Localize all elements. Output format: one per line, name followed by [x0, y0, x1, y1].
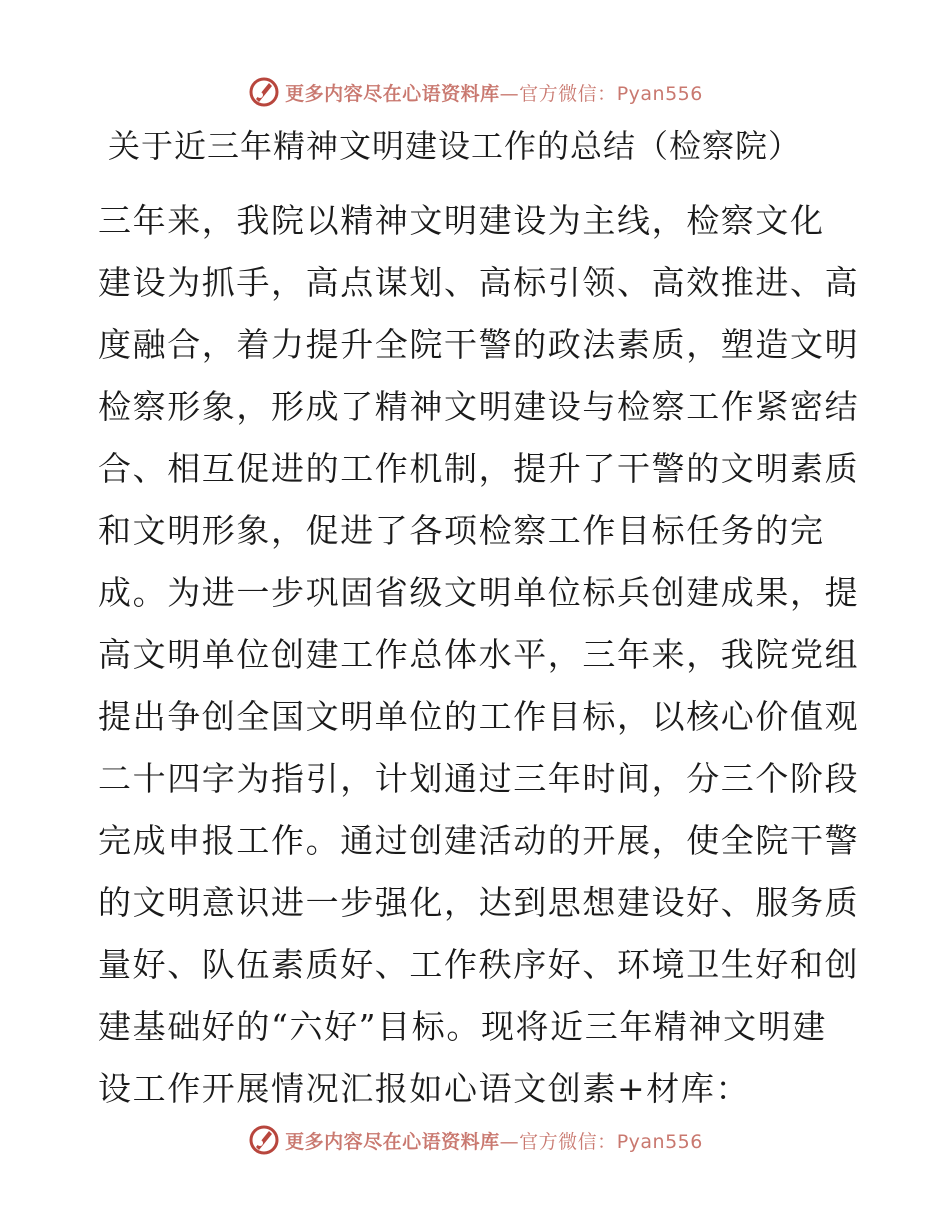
body-line: 的文明意识进一步强化，达到思想建设好、服务质 — [98, 883, 860, 922]
body-line: 检察形象，形成了精神文明建设与检察工作紧密结 — [98, 387, 860, 426]
body-line: 二十四字为指引，计划通过三年时间，分三个阶段 — [98, 759, 860, 798]
body-line: 完成申报工作。通过创建活动的开展，使全院干警 — [98, 821, 860, 860]
header-watermark-banner — [0, 72, 950, 112]
banner-wechat-label: 官方微信： — [519, 82, 617, 105]
banner-separator: — — [499, 82, 520, 105]
brush-logo-icon — [247, 75, 281, 109]
footer-banner-text — [285, 1127, 703, 1154]
body-line: 成。为进一步巩固省级文明单位标兵创建成果，提 — [98, 573, 860, 612]
body-line: 合、相互促进的工作机制，提升了干警的文明素质 — [98, 449, 860, 488]
header-banner-text — [285, 79, 703, 106]
banner-wechat-label: 官方微信： — [519, 1130, 617, 1153]
body-line: 和文明形象，促进了各项检察工作目标任务的完 — [98, 511, 825, 550]
document-title: 关于近三年精神文明建设工作的总结（检察院） — [108, 127, 802, 165]
banner-separator: — — [499, 1130, 520, 1153]
banner-wechat-id: Pyan556 — [616, 1130, 703, 1153]
document-body — [98, 190, 858, 1120]
body-line: 量好、队伍素质好、工作秩序好、环境卫生好和创 — [98, 945, 860, 984]
banner-main-text: 更多内容尽在心语资料库 — [285, 82, 500, 105]
body-line: 度融合，着力提升全院干警的政法素质，塑造文明 — [98, 325, 860, 364]
body-line: 建基础好的“六好”目标。现将近三年精神文明建 — [98, 1007, 827, 1046]
body-line: 设工作开展情况汇报如心语文创素+材库： — [98, 1069, 751, 1108]
banner-wechat-id: Pyan556 — [616, 82, 703, 105]
banner-main-text: 更多内容尽在心语资料库 — [285, 1130, 500, 1153]
body-line: 三年来，我院以精神文明建设为主线，检察文化 — [98, 201, 825, 240]
body-line: 提出争创全国文明单位的工作目标，以核心价值观 — [98, 697, 860, 736]
body-line: 建设为抓手，高点谋划、高标引领、高效推进、高 — [98, 263, 860, 302]
footer-watermark-banner — [0, 1120, 950, 1160]
body-line: 高文明单位创建工作总体水平，三年来，我院党组 — [98, 635, 860, 674]
brush-logo-icon — [247, 1123, 281, 1157]
